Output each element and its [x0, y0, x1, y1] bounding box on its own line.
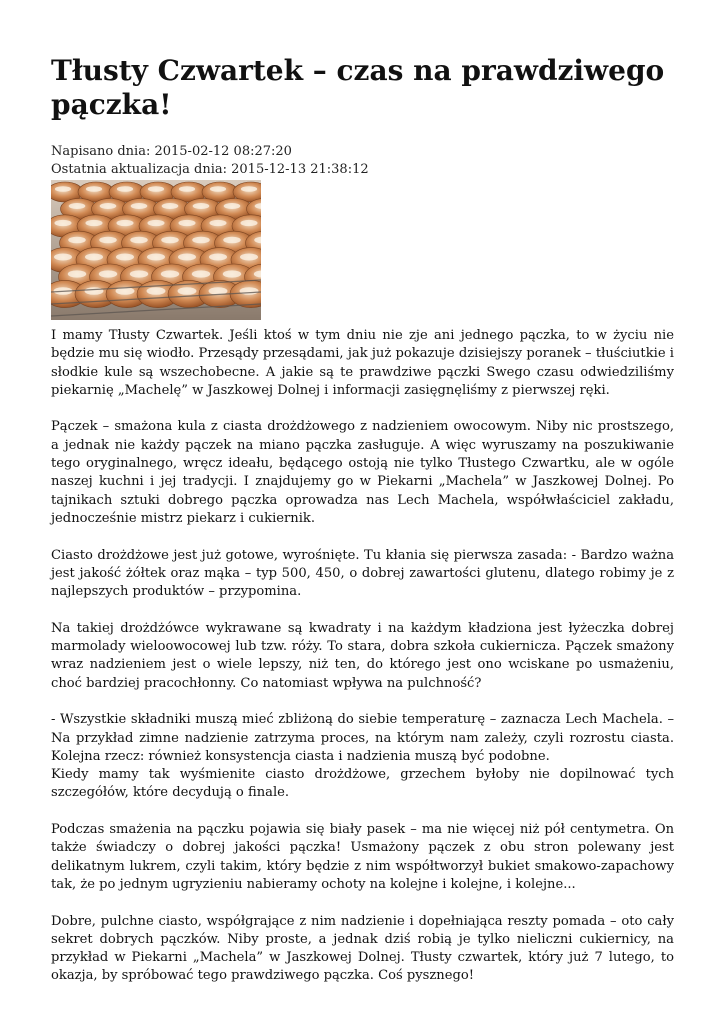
- donuts-photo-icon: [51, 180, 261, 320]
- article-body: [51, 327, 674, 1004]
- paragraph: Podczas smażenia na pączku pojawia się biały pasek – ma nie więcej niż pół centymetra. On także świadczy o dobrej jakości pączka! Usmażony pączek z obu stron polewany jest delikatnym lukrem, czyli takim, który będzie z nim współtworzył bukiet smakowo-zapachowy tak, że po jednym ugryzieniu nabieramy ochoty na kolejne i kolejne, i kolejne...: [51, 822, 674, 892]
- article-title: Tłusty Czwartek – czas na prawdziwego pączka!: [51, 54, 665, 121]
- updated-date: Ostatnia aktualizacja dnia: 2015-12-13 21:38:12: [51, 162, 369, 177]
- article-meta: [51, 143, 674, 179]
- paragraph: Dobre, pulchne ciasto, współgrające z nim nadzienie i dopełniająca reszty pomada – oto cały sekret dobrych pączków. Niby proste, a jednak dziś robią je tylko nieliczni cukiernicy, na przykład w Piekarni „Machela” w Jaszkowej Dolnej. Tłusty czwartek, który już 7 lutego, to okazja, by spróbować tego prawdziwego pączka. Coś pysznego!: [51, 913, 674, 984]
- paragraph: - Wszystkie składniki muszą mieć zbliżoną do siebie temperaturę – zaznacza Lech Machela. – Na przykład zimne nadzienie zatrzyma proces, na którym nam zależy, czyli rozrostu ciasta. Kolejna rzecz: również konsystencja ciasta i nadzienia muszą być podobne. Kiedy mamy tak wyśmienite ciasto drożdżowe, grzechem byłoby nie dopilnować tych szczegółów, które decydują o finale.: [51, 712, 674, 801]
- donuts-photo: [51, 180, 261, 320]
- paragraph: Pączek – smażona kula z ciasta drożdżowego z nadzieniem owocowym. Niby nic prostszego, a jednak nie każdy pączek na miano pączka zasługuje. A więc wyruszamy na poszukiwanie tego oryginalnego, wręcz ideału, będącego ostoją nie tylko Tłustego Czwartku, ale w ogóle naszej kuchni i jej tradycji. I znajdujemy go w Piekarni „Machela” w Jaszkowej Dolnej. Po tajnikach sztuki dobrego pączka oprowadza nas Lech Machela, współwłaściciel zakładu, jednocześnie mistrz piekarz i cukiernik.: [51, 419, 674, 526]
- paragraph: I mamy Tłusty Czwartek. Jeśli ktoś w tym dniu nie zje ani jednego pączka, to w życiu nie będzie mu się wiodło. Przesądy przesądami, jak już pokazuje dzisiejszy poranek – tłuściutkie i słodkie kule są wszechobecne. A jakie są te prawdziwe pączki Swego czasu odwiedziliśmy piekarnię „Machelę” w Jaszkowej Dolnej i informacji zasięgnęliśmy z pierwszej ręki.: [51, 328, 674, 398]
- published-date: Napisano dnia: 2015-02-12 08:27:20: [51, 144, 292, 159]
- paragraph: Ciasto drożdżowe jest już gotowe, wyrośnięte. Tu kłania się pierwsza zasada: - Bardzo ważna jest jakość żółtek oraz mąka – typ 500, 450, o dobrej zawartości glutenu, dlatego robimy je z najlepszych produktów – przypomina.: [51, 547, 674, 600]
- paragraph: Na takiej drożdżówce wykrawane są kwadraty i na każdym kładziona jest łyżeczka dobrej marmolady wieloowocowej lub tzw. róży. To stara, dobra szkoła cukiernicza. Pączek smażony wraz nadzieniem jest o wiele lepszy, niż ten, do którego jest ono wciskane po usmażeniu, choć bardziej pracochłonny. Co natomiast wpływa na pulchność?: [51, 620, 674, 691]
